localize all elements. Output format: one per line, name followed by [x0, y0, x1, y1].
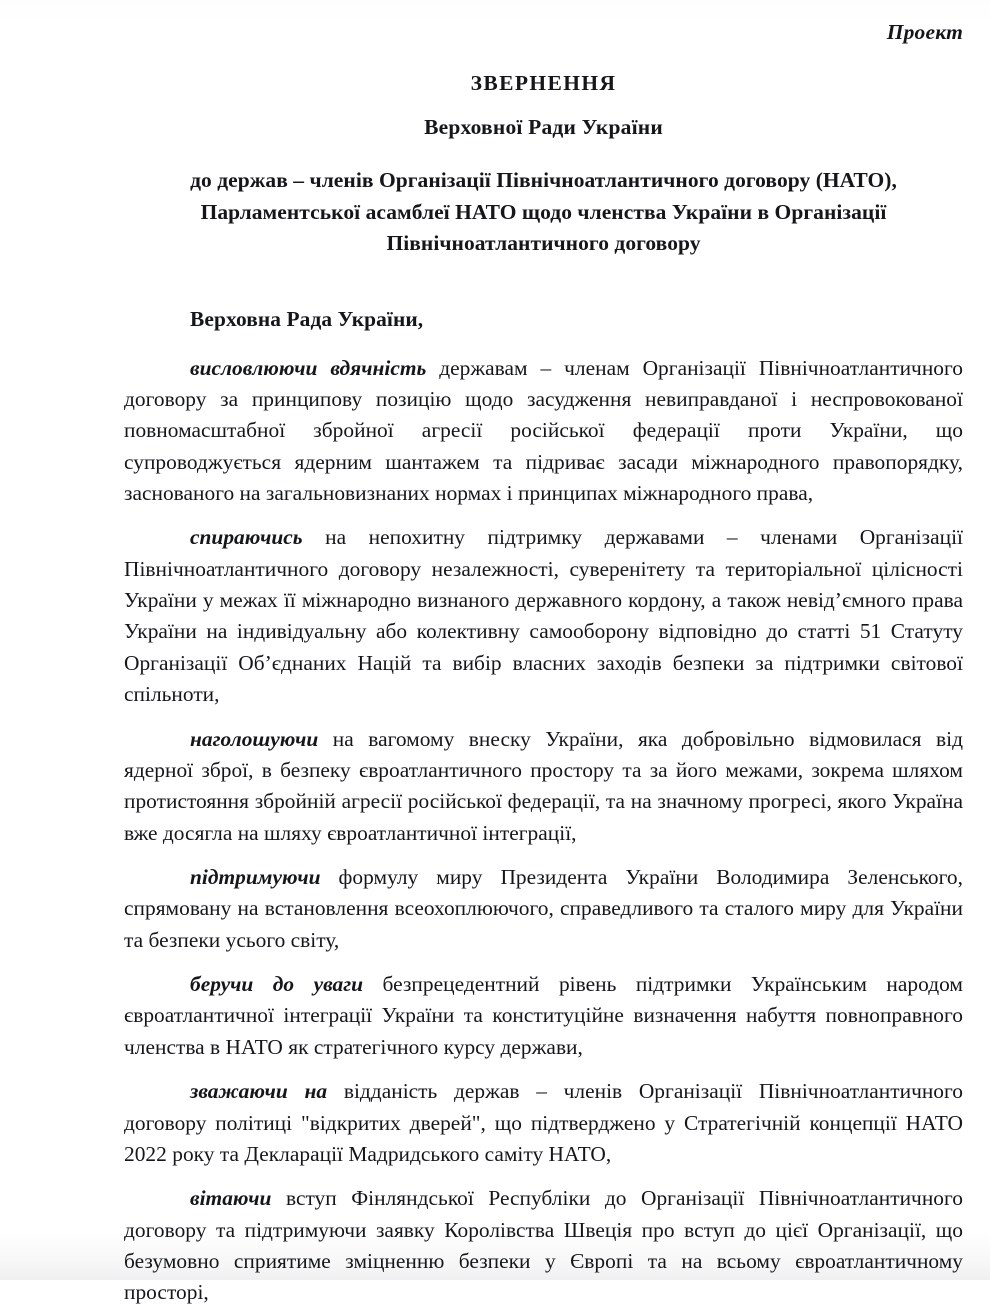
addressee-line-1: до держав – членів Організації Північноатлантичного договору (НАТО), [190, 167, 897, 192]
paragraph-4-keyword: підтримуючи [190, 864, 321, 889]
document-content [124, 0, 963, 1309]
paragraph-3 [124, 724, 963, 849]
document-addressee [124, 165, 963, 260]
document-subject: Верховної Ради України [424, 115, 663, 140]
paragraph-1 [124, 353, 963, 510]
project-stamp: Проект [886, 20, 963, 44]
paragraph-5-text: безпрецедентний рівень підтримки Українським народом євроатлантичної інтеграції України та конституційне визначення набуття повноправного членства в НАТО як стратегічного курсу держави, [124, 972, 963, 1059]
body-lead: Верховна Рада України, [190, 307, 424, 332]
paragraph-4 [124, 862, 963, 956]
project-stamp-row [124, 0, 963, 46]
paragraph-3-text: на вагомому внеску України, яка добровільно відмовилася від ядерної зброї, в безпеку євроатлантичного простору та за його межами, зокрема шляхом протистояння збройній агресії російської федерації, та на значному прогресі, якого Україна вже досягла на шляху євроатлантичної інтеграції, [124, 726, 963, 845]
paragraph-5 [124, 969, 963, 1063]
paragraph-4-text: формулу миру Президента України Володимира Зеленського, спрямовану на встановлення всеохоплюючого, справедливого та сталого миру для України та безпеки усього світу, [124, 864, 963, 952]
document-body [124, 304, 963, 1308]
paragraph-6 [124, 1076, 963, 1170]
paragraph-1-text: державам – членам Організації Північноатлантичного договору за принципову позицію щодо засудження невиправданої і неспровокованої повномасштабної збройної агресії російської федерації проти України, що супроводжується ядерним шантажем та підриває засади міжнародного правопорядку, заснованого на загальновизнаних нормах і принципах міжнародного права, [124, 355, 963, 506]
paragraph-2-keyword: спираючись [190, 525, 303, 550]
paragraph-7-keyword: вітаючи [190, 1186, 272, 1211]
paragraph-2-text: на непохитну підтримку державами – членами Організації Північноатлантичного договору незалежності, суверенітету та територіальної цілісності України у межах її міжнародно визнаного державного кордону, а також невід’ємного права України на індивідуальну або колективну самооборону відповідно до статті 51 Статуту Організації Об’єднаних Націй та вибір власних заходів безпеки за підтримки світової спільноти, [124, 525, 963, 707]
paragraph-5-keyword: беручи до уваги [190, 972, 364, 997]
paragraph-7-text: вступ Фінляндської Республіки до Організації Північноатлантичного договору та підтримуючи заявку Королівства Швеція про вступ до цієї Організації, що безумовно сприятиме зміцненню безпеки у Європі та на всьому євроатлантичному просторі, [124, 1186, 963, 1305]
paragraph-7 [124, 1183, 963, 1308]
paragraph-2 [124, 522, 963, 710]
paragraph-1-keyword: висловлюючи вдячність [190, 355, 427, 380]
paragraph-6-keyword: зважаючи на [190, 1079, 328, 1104]
title-block [124, 70, 963, 260]
paragraph-6-text: відданість держав – членів Організації Північноатлантичного договору політиці "відкритих дверей", що підтверджено у Стратегічній концепції НАТО 2022 року та Декларації Мадридського саміту НАТО, [124, 1079, 964, 1166]
addressee-line-3: Північноатлантичного договору [386, 231, 701, 256]
paragraph-3-keyword: наголошуючи [190, 726, 319, 751]
addressee-line-2: Парламентської асамблеї НАТО щодо членства України в Організації [200, 199, 887, 224]
document-title: ЗВЕРНЕННЯ [470, 70, 617, 95]
